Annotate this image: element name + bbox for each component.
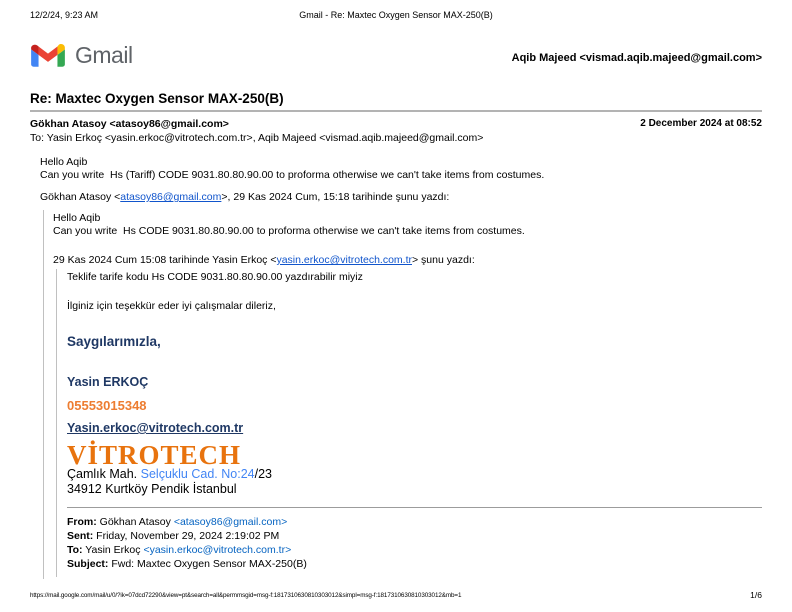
fwd-from-email-link[interactable]: <atasoy86@gmail.com> <box>173 516 288 528</box>
print-footer-url: https://mail.google.com/mail/u/0/?ik=07dcd72290&view=pt&search=all&permmsgid=msg-f:1817310630810303012&simpl=msg-f:1817310630810303012&mb=1 <box>30 592 462 599</box>
signature-name: Yasin ERKOÇ <box>67 375 149 389</box>
forwarded-header-block <box>67 515 762 571</box>
quote-attribution: Gökhan Atasoy <atasoy86@gmail.com>, 29 Kas 2024 Cum, 15:18 tarihinde şunu yazdı: <box>40 191 450 203</box>
message-to: To: Yasin Erkoç <yasin.erkoc@vitrotech.com.tr>, Aqib Majeed <vismad.aqib.majeed@gmail.com> <box>30 132 484 144</box>
signature-email-link[interactable]: Yasin.erkoc@vitrotech.com.tr <box>67 421 244 435</box>
company-logo-text: VİTROTECH <box>67 440 242 470</box>
gmail-brand <box>30 42 133 69</box>
message-from: Gökhan Atasoy <atasoy86@gmail.com> <box>30 118 229 130</box>
sender-email-link[interactable]: atasoy86@gmail.com <box>120 191 222 203</box>
gmail-logo-icon <box>30 42 66 69</box>
quoted-message <box>43 210 762 579</box>
email-subject: Re: Maxtec Oxygen Sensor MAX-250(B) <box>30 91 284 106</box>
thanks-line: İlginiz için teşekkür eder iyi çalışmalar dileriz, <box>67 300 276 312</box>
address-map-link[interactable]: Selçuklu Cad. No:24 <box>140 467 255 481</box>
quoted-greeting: Hello Aqib <box>53 212 101 224</box>
gmail-wordmark: Gmail <box>75 42 133 68</box>
company-address-line2: 34912 Kurtköy Pendik İstanbul <box>67 482 237 496</box>
fwd-subject-line: Subject: Fwd: Maxtec Oxygen Sensor MAX-250(B) <box>67 558 307 570</box>
nested-quote-attribution: 29 Kas 2024 Cum 15:08 tarihinde Yasin Erkoç <yasin.erkoc@vitrotech.com.tr> şunu yazdı: <box>53 254 475 266</box>
fwd-sent-line: Sent: Friday, November 29, 2024 2:19:02 PM <box>67 530 280 542</box>
company-address-line1: Çamlık Mah. Selçuklu Cad. No:24/23 <box>67 467 272 481</box>
print-page-number: 1/6 <box>750 590 762 600</box>
vitrotech-email-link[interactable]: yasin.erkoc@vitrotech.com.tr <box>276 254 412 266</box>
fwd-to-email-link[interactable]: <yasin.erkoc@vitrotech.com.tr> <box>143 544 292 556</box>
signature-regards: Saygılarımızla, <box>67 334 161 349</box>
print-datetime: 12/2/24, 9:23 AM <box>30 10 99 20</box>
tariff-request-line: Teklife tarife kodu Hs CODE 9031.80.80.90.00 yazdırabilir miyiz <box>67 271 363 283</box>
signature-phone: 05553015348 <box>67 398 147 413</box>
body-line: Can you write Hs (Tariff) CODE 9031.80.80.90.00 to proforma otherwise we can't take items from costumes. <box>40 169 545 181</box>
body-greeting: Hello Aqib <box>40 156 88 168</box>
quoted-line: Can you write Hs CODE 9031.80.80.90.00 to proforma otherwise we can't take items from costumes. <box>53 225 525 237</box>
message-header <box>30 118 762 144</box>
message-body <box>40 156 762 579</box>
subject-divider <box>30 110 762 112</box>
fwd-to-line: To: Yasin Erkoç <yasin.erkoc@vitrotech.com.tr> <box>67 544 292 556</box>
forwarded-divider <box>67 507 762 508</box>
print-doc-title: Gmail - Re: Maxtec Oxygen Sensor MAX-250(B) <box>299 10 493 20</box>
fwd-from-line: From: Gökhan Atasoy <atasoy86@gmail.com> <box>67 516 288 528</box>
account-owner: Aqib Majeed <vismad.aqib.majeed@gmail.com> <box>511 52 762 64</box>
message-date: 2 December 2024 at 08:52 <box>640 118 762 129</box>
nested-quoted-message <box>56 269 762 577</box>
